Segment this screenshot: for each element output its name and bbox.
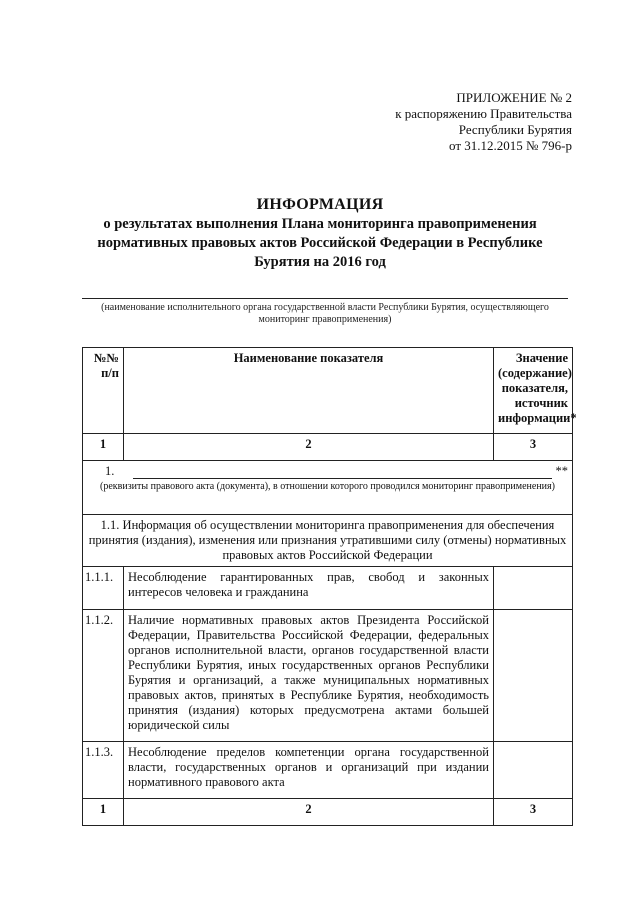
row-number: 1.1.3.: [83, 742, 124, 799]
title-subtitle: о результатах выполнения Плана мониторинга правоприменения нормативных правовых актов Российской Федерации в Республике Бурятия на 2016 год: [97, 216, 543, 270]
row-indicator: Несоблюдение пределов компетенции органа государственной власти, государственных органов и организаций при издании нормативного правового акта: [124, 742, 494, 799]
col-number: 1: [83, 434, 124, 461]
appendix-block: [312, 90, 572, 154]
indicators-table: [82, 347, 577, 826]
col-number: 2: [124, 434, 494, 461]
col-number: 1: [83, 799, 124, 826]
header-value: Значение (содержание) показателя, источник информации*: [494, 348, 573, 434]
act-number: 1.: [105, 464, 115, 478]
column-number-row: [83, 434, 573, 461]
section-heading: 1.1. Информация об осуществлении мониторинга правоприменения для обеспечения принятия (издания), изменения или признания утратившими силу (отмены) нормативных правовых актов Российской Федерации: [83, 515, 573, 567]
row-number: 1.1.2.: [83, 610, 124, 742]
row-value: [494, 742, 573, 799]
header-name: Наименование показателя: [124, 348, 494, 434]
org-name-caption: (наименование исполнительного органа государственной власти Республики Бурятия, осуществляющего мониторинг правоприменения): [101, 302, 549, 325]
appendix-line-date: от 31.12.2015 № 796-р: [449, 138, 572, 153]
table-row: [83, 742, 573, 799]
appendix-line-order: к распоряжению Правительства: [395, 106, 572, 121]
row-value: [494, 567, 573, 610]
legal-act-row: [83, 461, 573, 515]
row-indicator: Несоблюдение гарантированных прав, свобод и законных интересов человека и гражданина: [124, 567, 494, 610]
col-number: 2: [124, 799, 494, 826]
title-main: ИНФОРМАЦИЯ: [256, 196, 384, 213]
table-header-row: [83, 348, 573, 434]
col-number: 3: [494, 799, 573, 826]
document-title: [70, 195, 570, 272]
row-number: 1.1.1.: [83, 567, 124, 610]
act-footnote-mark: **: [555, 464, 568, 478]
table-row: [83, 610, 573, 742]
row-value: [494, 610, 573, 742]
table-row: [83, 567, 573, 610]
header-num: №№ п/п: [83, 348, 124, 434]
act-fill-line: [133, 466, 552, 479]
section-row: [83, 515, 573, 567]
legal-act-cell: [83, 461, 573, 515]
row-indicator: Наличие нормативных правовых актов Президента Российской Федерации, Правительства Российской Федерации, федеральных органов исполнительной власти, органов государственной власти Республики Бурятия, иных государственных органов Республики Бурятия и организаций, а также муниципальных нормативных правовых актов, принятых в Республике Бурятия, необходимость принятия (издания) которых предусмотрена актами большей юридической силы: [124, 610, 494, 742]
col-number: 3: [494, 434, 573, 461]
column-number-row-repeat: [83, 799, 573, 826]
appendix-line-republic: Республики Бурятия: [458, 122, 572, 137]
org-name-line: [82, 298, 568, 299]
appendix-title: ПРИЛОЖЕНИЕ № 2: [456, 90, 572, 105]
act-caption: (реквизиты правового акта (документа), в отношении которого проводился мониторинг правоприменения): [100, 481, 555, 492]
